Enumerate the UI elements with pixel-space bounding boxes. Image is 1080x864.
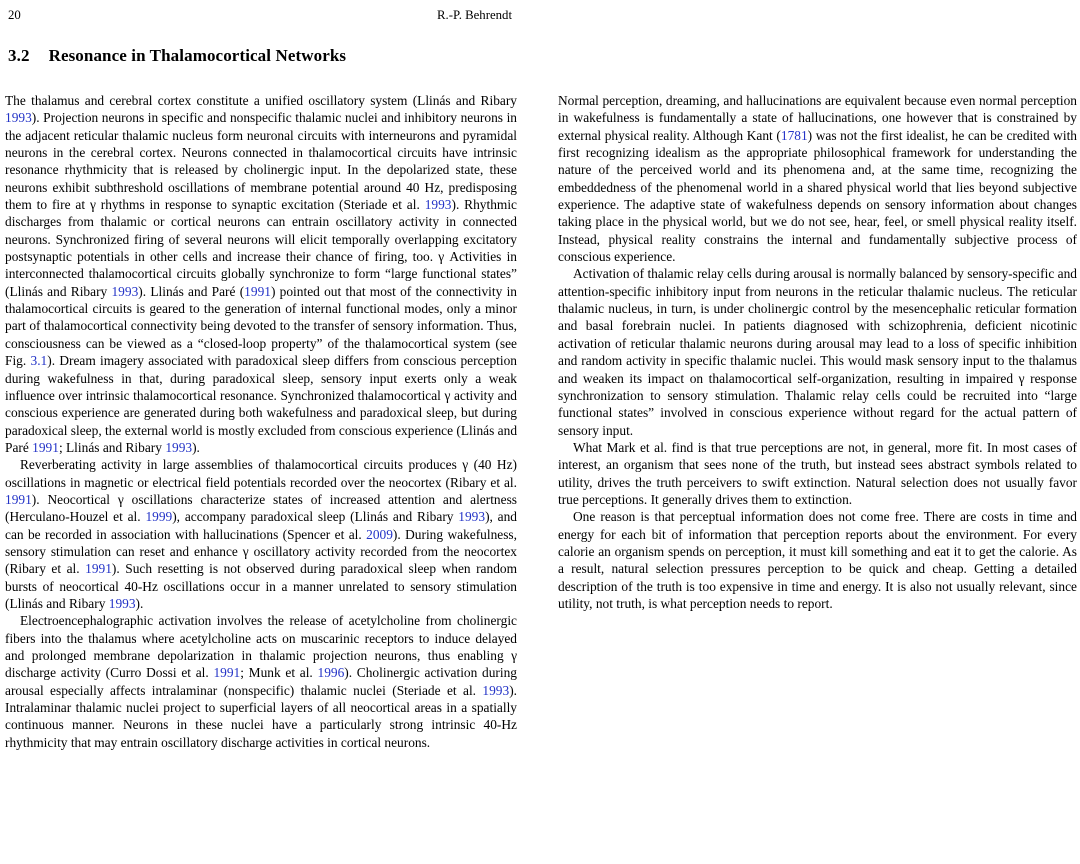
text-run: ). Cholinergic activation during arousal especially affects intralaminar (nonspecific) thalamic nuclei (Steriade et al. (5, 665, 517, 698)
citation-link[interactable]: 1993 (424, 197, 452, 213)
text-run: ). Intralaminar thalamic nuclei project to superficial layers of all neocortical areas in a spatially continuous manner. Neurons in these nuclei have a particularly strong intrinsic 40-Hz rhythmicity that may entrain oscillatory discharge activities in cortical neurons. (5, 682, 517, 750)
text-run: ). Dream imagery associated with paradoxical sleep differs from conscious perception during wakefulness in that, during paradoxical sleep, sensory input exerts only a weak influence over intrinsic thalamocortical resonance. Synchronized thalamocortical γ activity and conscious experience are generated during both wakefulness and paradoxical sleep, but during paradoxical sleep, the external world is mostly excluded from conscious experience (Llinás and Paré (5, 353, 518, 455)
text-run: ). Rhythmic discharges from thalamic or cortical neurons can entrain oscillatory activity in connected neurons. Synchronized firing of several neurons will elicit temporally overlapping excitatory postsynaptic potentials in other cells and increase their chance of firing, too. γ Activities in interconnected thalamocortical circuits globally synchronize to form “large functional states” (Llinás and Ribary (5, 197, 517, 299)
text-run: ). Such resetting is not observed during paradoxical sleep when random bursts of neocortical 40-Hz oscillations occur in a manner unrelated to sensory stimulation (Llinás and Ribary (5, 561, 517, 611)
citation-link[interactable]: 1991 (5, 491, 32, 507)
text-run: ; Llinás and Ribary (58, 439, 166, 455)
two-column-layout (0, 27, 1080, 751)
page-number: 20 (8, 8, 21, 22)
section-heading (8, 45, 517, 67)
citation-link[interactable]: 2009 (366, 526, 393, 542)
text-run: ). Llinás and Paré ( (138, 283, 245, 299)
text-run: ), and can be recorded in association with hallucinations (Spencer et al. (5, 509, 518, 542)
text-run: Reverberating activity in large assemblies of thalamocortical circuits produces γ (40 Hz) oscillations in magnetic or electrical field potentials recorded over the neocortex (Ribary et al. (5, 457, 517, 490)
citation-link[interactable]: 1993 (5, 110, 32, 126)
paragraph (5, 612, 517, 751)
citation-link[interactable]: 1993 (111, 283, 139, 299)
text-run: ). (192, 439, 200, 455)
left-column (5, 27, 517, 751)
citation-link[interactable]: 1996 (317, 665, 345, 681)
paragraph (558, 508, 1077, 612)
running-head-author: R.-P. Behrendt (437, 8, 513, 22)
paragraph (5, 456, 517, 612)
citation-link[interactable]: 1991 (244, 283, 271, 299)
section-title: Resonance in Thalamocortical Networks (48, 46, 347, 65)
text-run: ) was not the first idealist, he can be credited with first recognizing idealism as the appropriate philosophical framework for understanding the nature of the perceived world and its phenomena and, at the same time, recognizing the embeddedness of the phenomenal world in a shared physical world that lies beyond subjective experience. The adaptive state of wakefulness depends on sensory information about changes taking place in the physical world, but we do not see, hear, feel, or smell physical reality itself. Instead, physical reality constrains the internal and fundamentally subjective process of conscious experience. (558, 127, 1077, 265)
citation-link[interactable]: 1991 (85, 561, 112, 577)
citation-link[interactable]: 1993 (165, 439, 193, 455)
text-run: One reason is that perceptual information does not come free. There are costs in time and energy for each bit of information that perception reports about the environment. For every calorie an organism spends on perception, it must kill something and eat it to get the calorie. As a result, natural selection pressures perception to be quick and cheap. Getting a detailed description of the truth is too expensive in time and energy. It is also not usually relevant, since utility, not truth, is what perception needs to report. (558, 509, 1077, 611)
citation-link[interactable]: 1999 (145, 509, 173, 525)
text-run: The thalamus and cerebral cortex constitute a unified oscillatory system (Llinás and Ribary (5, 93, 517, 108)
text-run: ; Munk et al. (240, 665, 318, 681)
citation-link[interactable]: 1991 (213, 665, 241, 681)
paragraph (558, 439, 1077, 508)
text-run: ). (135, 595, 144, 611)
citation-link[interactable]: 1781 (780, 127, 808, 143)
text-run: ) pointed out that most of the connectivity in thalamocortical circuits is geared to the generation of internal functional modes, only a minor part of thalamocortical connectivity being devoted to the transfer of sensory information. Thus, consciousness can be viewed as a “closed-loop property” of the thalamocortical system (see Fig. (5, 283, 517, 369)
running-header (0, 0, 1080, 27)
left-column-body (5, 92, 517, 751)
citation-link[interactable]: 1993 (458, 509, 486, 525)
paragraph (558, 92, 1077, 265)
right-column-body (558, 92, 1077, 612)
right-column (558, 27, 1077, 612)
citation-link[interactable]: 1993 (108, 595, 136, 611)
text-run: ). Neocortical γ oscillations characterize states of increased attention and alertness (Herculano-Houzel et al. (5, 491, 517, 525)
citation-link[interactable]: 3.1 (30, 353, 48, 369)
citation-link[interactable]: 1993 (482, 682, 510, 698)
text-run: Normal perception, dreaming, and hallucinations are equivalent because even normal perception in wakefulness is fundamentally a state of hallucinations, one however that is constrained by external physical reality. Although Kant ( (558, 93, 1077, 143)
text-run: ). During wakefulness, sensory stimulation can reset and enhance γ oscillatory activity recorded from the neocortex (Ribary et al. (5, 526, 517, 577)
text-run: Activation of thalamic relay cells during arousal is normally balanced by sensory-specific and attention-specific inhibitory input from neurons in the reticular thalamic nucleus. The reticular thalamic nucleus, in turn, is under cholinergic control by the mesencephalic reticular formation and basal forebrain nuclei. In patients diagnosed with schizophrenia, deficient nicotinic activation of reticular thalamic neurons during arousal may lead to a loss of specific inhibition and random activity in specific thalamic nuclei. This would mask sensory input to the thalamus and weaken its impact on thalamocortical self-organization, resulting in impaired γ response synchronization to sensory stimulation. Thalamic relay cells could be recruited into “large functional states” involved in conscious experience without regard for the actual pattern of sensory input. (558, 266, 1077, 438)
section-number: 3.2 (8, 46, 30, 65)
text-run: Electroencephalographic activation involves the release of acetylcholine from cholinergic fibers into the thalamus where acetylcholine acts on muscarinic receptors to induce delayed and prolonged membrane depolarization in thalamic projection neurons, thus enabling γ discharge activity (Curro Dossi et al. (5, 613, 517, 681)
citation-link[interactable]: 1991 (32, 439, 59, 455)
text-run: ), accompany paradoxical sleep (Llinás and Ribary (172, 509, 459, 525)
text-run: What Mark et al. find is that true perceptions are not, in general, more fit. In most cases of interest, an organism that sees none of the truth, but instead sees abstract symbols related to utility, drives the truth perceivers to swift extinction. Natural selection does not usually favor true perceptions. It generally drives them to extinction. (558, 439, 1077, 507)
text-run: ). Projection neurons in specific and nonspecific thalamic nuclei and inhibitory neurons in the adjacent reticular thalamic nucleus form neuronal circuits with interneurons and pyramidal neurons in the cerebral cortex. Neurons connected in thalamocortical circuits have intrinsic resonance rhythmicity that is released by cholinergic input. In the depolarized state, these neurons exhibit subthreshold oscillations of membrane potential around 40 Hz, predisposing them to fire at γ rhythms in response to synaptic excitation (Steriade et al. (5, 110, 517, 213)
paragraph (5, 92, 517, 456)
paragraph (558, 265, 1077, 438)
